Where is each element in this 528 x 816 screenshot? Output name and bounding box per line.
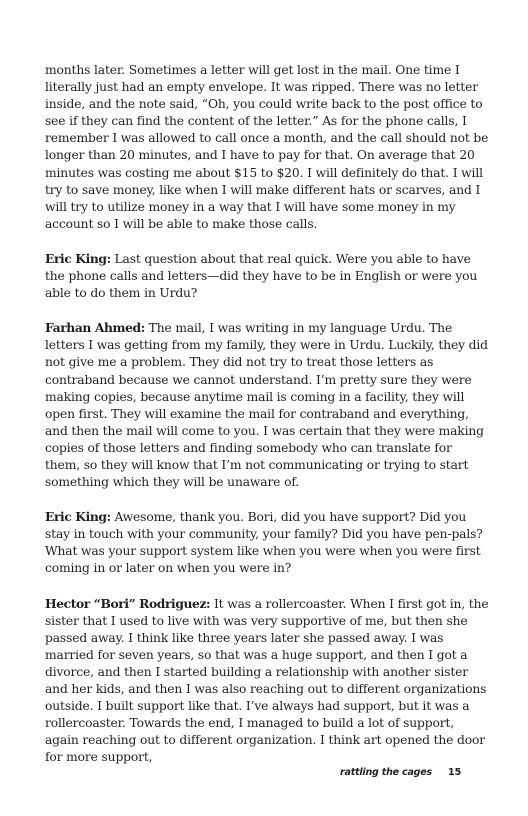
- paragraph-farhan-ahmed: [45, 319, 490, 491]
- paragraph-hector-rodriguez: [45, 595, 490, 767]
- paragraph-eric-king-1: [45, 250, 490, 302]
- paragraph-text: Awesome, thank you. Bori, did you have support? Did you stay in touch with your community, your family? Did you have pen-pals? What was your support system like when you were when you were first coming in or later on when you were in?: [45, 510, 483, 576]
- speaker-label: Hector “Bori” Rodriguez:: [45, 595, 211, 611]
- speaker-label: Eric King:: [45, 250, 111, 266]
- running-footer-title: rattling the cages: [340, 767, 432, 778]
- paragraph-continuation: [45, 62, 490, 233]
- speaker-label: Eric King:: [45, 509, 111, 525]
- paragraph-text: months later. Sometimes a letter will get lost in the mail. One time I literally just had an empty envelope. It was ripped. There was no letter inside, and the note said, “Oh, you could write back to the post office to see if they can find the content of the letter.” As for the phone calls, I remember I was allowed to call once a month, and the call should not be longer than 20 minutes, and I have to pay for that. On average that 20 minutes was costing me about $15 to $20. I will definitely do that. I will try to save money, like when I will make different hats or scarves, and I will try to utilize money in a way that I will have some money in my account so I will be able to make those calls.: [45, 63, 489, 231]
- paragraph-text: Last question about that real quick. Were you able to have the phone calls and letters—did they have to be in English or were you able to do them in Urdu?: [45, 251, 478, 301]
- page-number: 15: [448, 767, 462, 778]
- paragraph-text: The mail, I was writing in my language Urdu. The letters I was getting from my family, they were in Urdu. Luckily, they did not give me a problem. They did not try to treat those letters as contraband because we cannot understand. I’m pretty sure they were making copies, because anytime mail is coming in a facility, they will open first. They will examine the mail for contraband and everything, and then the mail will come to you. I was certain that they were making copies of those letters and finding somebody who can translate for them, so they will know that I’m not communicating or trying to start something which they will be unaware of.: [45, 321, 488, 490]
- page-body: [45, 62, 490, 783]
- speaker-label: Farhan Ahmed:: [45, 320, 145, 336]
- paragraph-eric-king-2: [45, 508, 490, 577]
- paragraph-text: It was a rollercoaster. When I first got in, the sister that I used to live with was very supportive of me, but then she passed away. I think like three years later she passed away. I was married for seven years, so that was a huge support, and then I got a divorce, and then I started building a relationship with another sister and her kids, and then I was also reaching out to different organizations outside. I built support like that. I’ve always had support, but it was a rollercoaster. Towards the end, I managed to build a lot of support, again reaching out to different organization. I think art opened the door for more support,: [45, 596, 489, 765]
